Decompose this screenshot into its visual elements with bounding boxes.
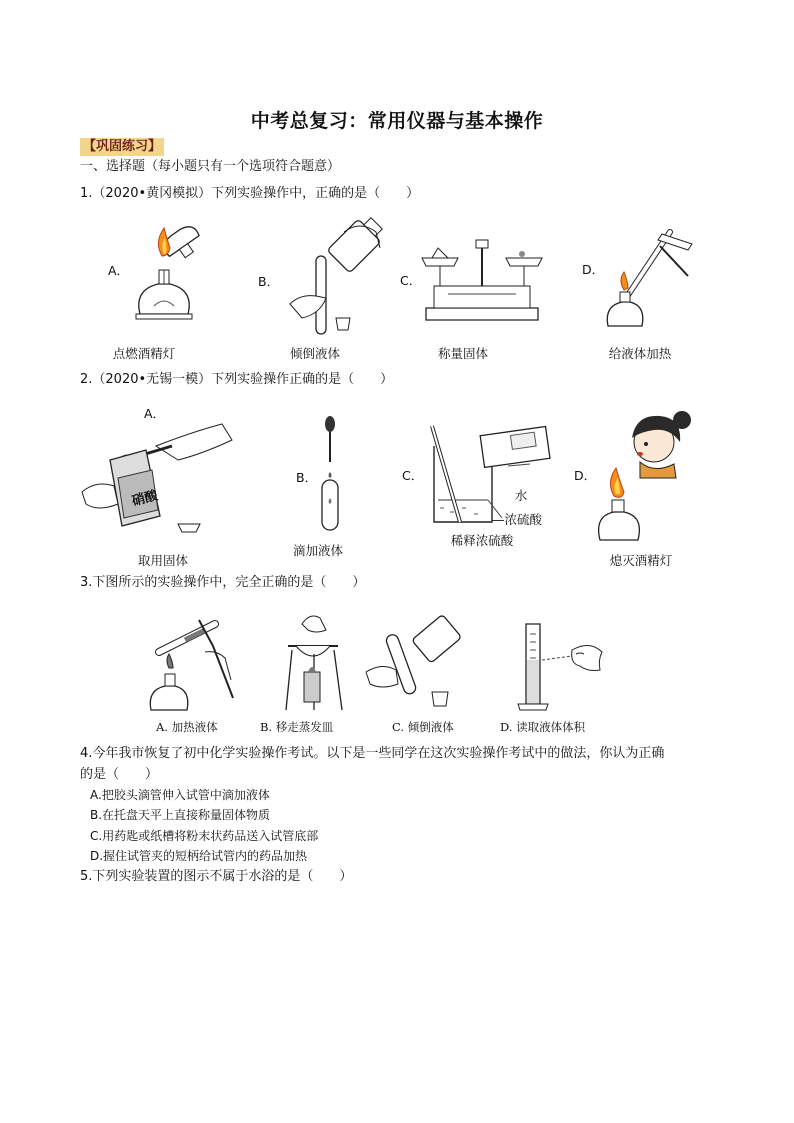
q1-option-b-letter: B．: [258, 274, 280, 289]
q2-figure-d: [596, 408, 696, 548]
q2-acid-label: [492, 510, 552, 528]
q2-figure-b: [316, 414, 346, 534]
q1-option-d-caption: 给液体加热: [608, 346, 672, 361]
q2-option-c-letter: C．: [402, 468, 424, 483]
q1-option-d-letter: D．: [582, 262, 605, 277]
q2-acid-dash: —: [492, 512, 505, 527]
q1-figure-d: [600, 226, 700, 338]
page-title: 中考总复习：常用仪器与基本操作: [250, 110, 544, 132]
q1-figure-a: [124, 226, 224, 336]
q3-figure-b: [280, 606, 350, 714]
q2-option-b-letter: B．: [296, 470, 318, 485]
q1-figure-b: [280, 222, 390, 340]
q3-caption-b: B. 移走蒸发皿: [260, 720, 334, 734]
q4-option-a: A.把胶头滴管伸入试管中滴加液体: [90, 788, 270, 802]
q3-stem: 3.下图所示的实验操作中，完全正确的是（ ）: [80, 575, 366, 590]
q1-option-a-letter: A．: [108, 263, 130, 278]
q2-option-b-caption: 滴加液体: [292, 543, 343, 558]
q2-option-d-letter: D．: [574, 468, 597, 483]
q1-option-b-caption: 倾倒液体: [289, 346, 340, 361]
q2-acid-text: 浓硫酸: [504, 512, 543, 527]
q1-option-c-letter: C．: [400, 273, 422, 288]
q3-figure-c: [366, 612, 466, 712]
q2-figure-a: [82, 420, 237, 548]
q4-option-b: B.在托盘天平上直接称量固体物质: [90, 808, 271, 822]
q4-option-d: D.握住试管夹的短柄给试管内的药品加热: [90, 849, 308, 863]
section-tag: 【巩固练习】: [80, 138, 164, 156]
q5-stem: 5.下列实验装置的图示不属于水浴的是（ ）: [80, 869, 353, 884]
q1-figure-c: [418, 236, 548, 326]
section-heading: 一、选择题（每小题只有一个选项符合题意）: [80, 159, 341, 174]
q4-option-c: C.用药匙或纸槽将粉末状药品送入试管底部: [90, 829, 319, 843]
q1-stem: 1.（2020•黄冈模拟）下列实验操作中，正确的是（ ）: [80, 186, 420, 201]
q3-caption-a: A. 加热液体: [156, 720, 218, 734]
q1-option-c-caption: 称量固体: [437, 346, 488, 361]
q3-figure-d: [510, 620, 610, 712]
q2-option-a-letter: A．: [144, 406, 166, 421]
q4-stem-line2: 的是（ ）: [80, 767, 159, 782]
q4-stem-line1: 4.今年我市恢复了初中化学实验操作考试。以下是一些同学在这次实验操作考试中的做法，你认为正确: [80, 746, 665, 761]
q3-caption-c: C. 倾倒液体: [392, 720, 454, 734]
q2-water-label: 水: [514, 488, 528, 503]
q2-option-d-caption: 熄灭酒精灯: [609, 553, 673, 568]
q2-bottle-label: 硝酸: [130, 488, 160, 510]
q2-stem: 2.（2020•无锡一模）下列实验操作正确的是（ ）: [80, 372, 394, 387]
q3-caption-d: D. 读取液体体积: [500, 720, 586, 734]
q3-figure-a: [145, 610, 245, 714]
q2-option-c-caption: 稀释浓硫酸: [450, 533, 514, 548]
q2-option-a-caption: 取用固体: [137, 553, 188, 568]
q1-option-a-caption: 点燃酒精灯: [112, 346, 176, 361]
